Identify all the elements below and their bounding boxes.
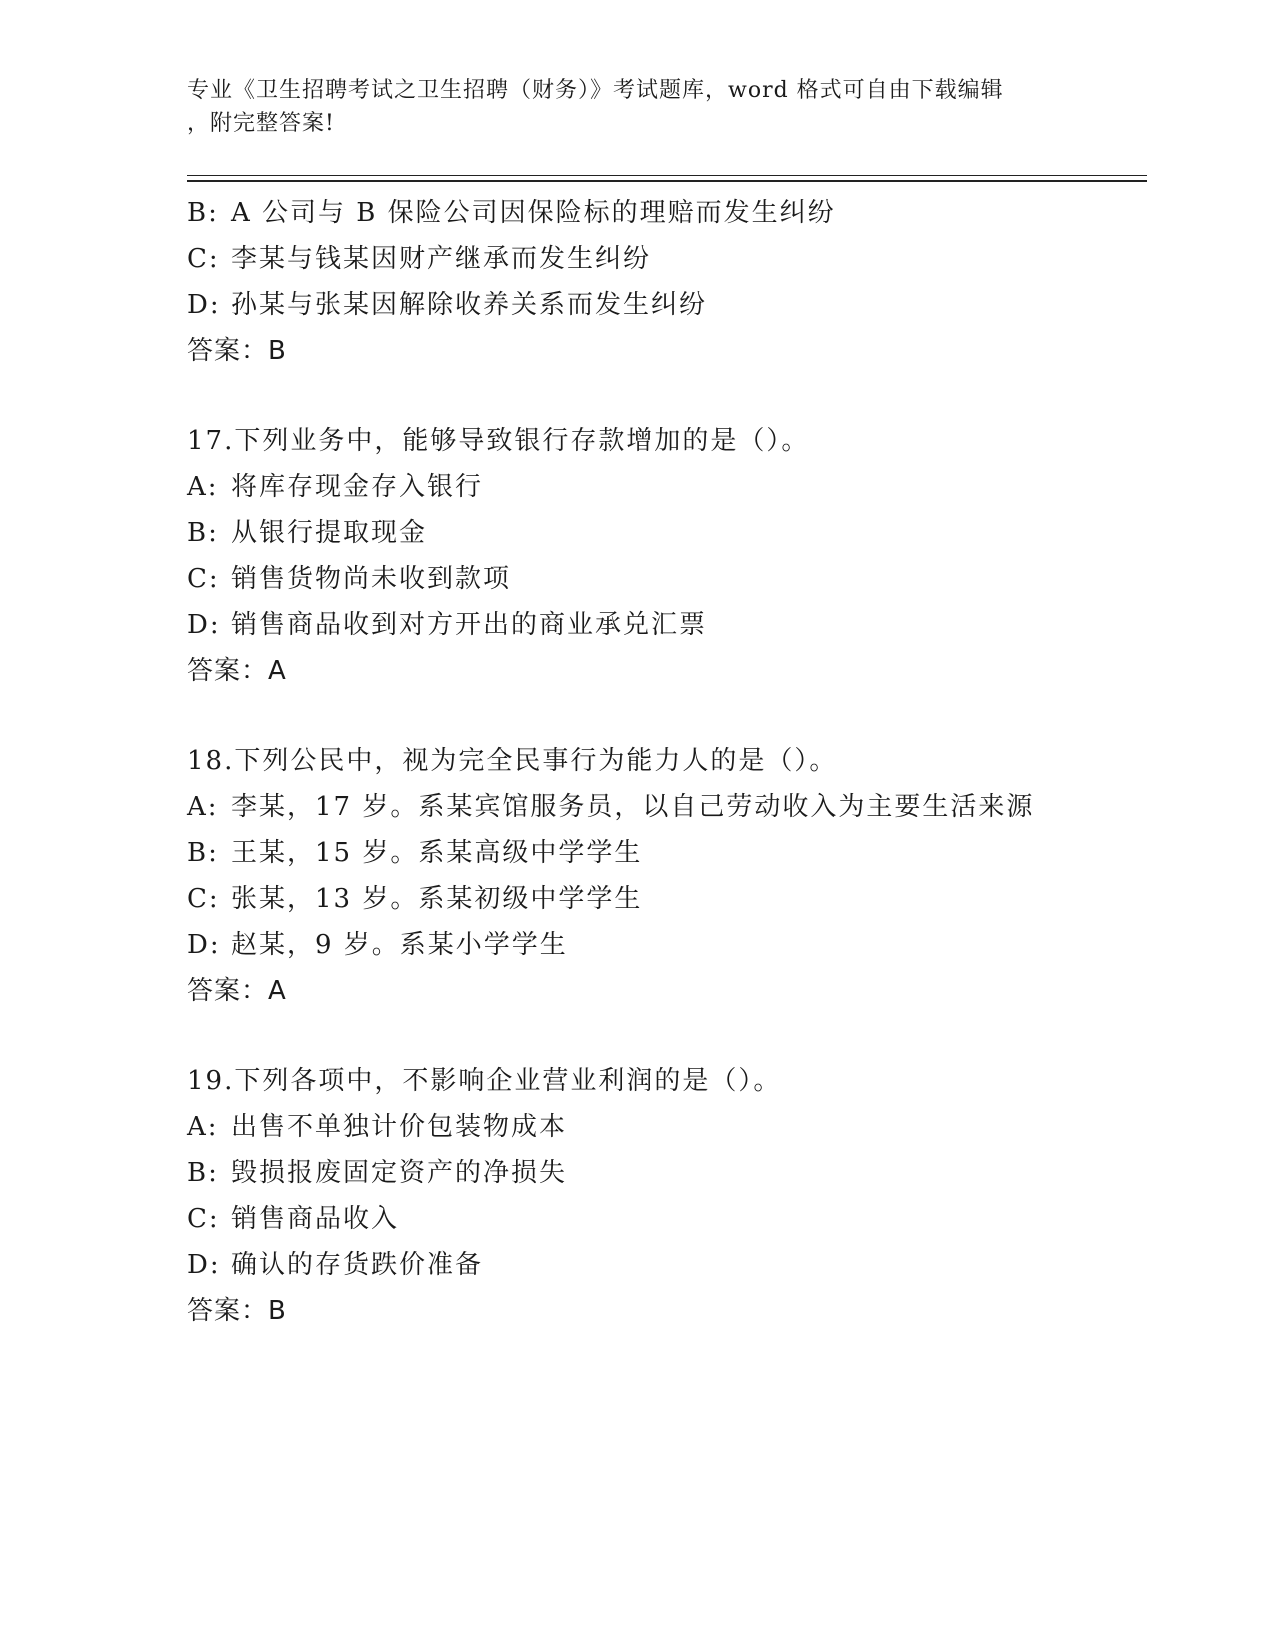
option-key: B: — [187, 198, 219, 228]
option-key: D: — [187, 1250, 221, 1280]
option-text: 张某，13 岁。系某初级中学学生 — [231, 884, 643, 914]
continued-question-block — [187, 190, 1147, 374]
option-key: A: — [187, 1112, 219, 1142]
option-key: B: — [187, 518, 219, 548]
option-text: 赵某，9 岁。系某小学学生 — [231, 930, 568, 960]
question-19 — [187, 1058, 1147, 1334]
document-header — [187, 74, 1087, 140]
question-stem: 19.下列各项中，不影响企业营业利润的是（）。 — [187, 1066, 782, 1096]
option-a — [187, 784, 1147, 830]
answer-line: 答案：B — [187, 1296, 287, 1326]
option-d — [187, 282, 1147, 328]
question-stem: 17.下列业务中，能够导致银行存款增加的是（）。 — [187, 426, 810, 456]
option-key: C: — [187, 564, 220, 594]
option-a — [187, 464, 1147, 510]
option-b — [187, 1150, 1147, 1196]
question-stem: 18.下列公民中，视为完全民事行为能力人的是（）。 — [187, 746, 838, 776]
option-key: C: — [187, 244, 220, 274]
option-text: 王某，15 岁。系某高级中学学生 — [231, 838, 643, 868]
option-text: 销售商品收入 — [231, 1204, 400, 1234]
option-text: A 公司与 B 保险公司因保险标的理赔而发生纠纷 — [231, 198, 836, 228]
option-c — [187, 1196, 1147, 1242]
question-18 — [187, 738, 1147, 1014]
answer-line: 答案：A — [187, 656, 287, 686]
header-title-line-1: 专业《卫生招聘考试之卫生招聘（财务）》考试题库，word 格式可自由下载编辑 — [187, 78, 1004, 103]
header-divider-thin — [187, 175, 1147, 176]
option-text: 确认的存货跌价准备 — [231, 1250, 484, 1280]
option-b — [187, 510, 1147, 556]
option-text: 销售货物尚未收到款项 — [231, 564, 512, 594]
option-text: 将库存现金存入银行 — [231, 472, 484, 502]
option-text: 销售商品收到对方开出的商业承兑汇票 — [231, 610, 708, 640]
question-17 — [187, 418, 1147, 694]
option-c — [187, 876, 1147, 922]
option-key: D: — [187, 290, 221, 320]
header-divider-thick — [187, 180, 1147, 182]
option-b — [187, 190, 1147, 236]
option-d — [187, 1242, 1147, 1288]
option-c — [187, 236, 1147, 282]
answer-line: 答案：B — [187, 336, 287, 366]
header-title-line-2: ，附完整答案! — [187, 111, 335, 136]
option-text: 李某与钱某因财产继承而发生纠纷 — [231, 244, 652, 274]
option-b — [187, 830, 1147, 876]
option-d — [187, 922, 1147, 968]
option-key: B: — [187, 838, 219, 868]
option-key: D: — [187, 930, 221, 960]
option-a — [187, 1104, 1147, 1150]
option-key: A: — [187, 792, 219, 822]
option-key: C: — [187, 1204, 220, 1234]
question-list — [187, 190, 1147, 1334]
answer-line: 答案：A — [187, 976, 287, 1006]
option-text: 孙某与张某因解除收养关系而发生纠纷 — [231, 290, 708, 320]
option-key: B: — [187, 1158, 219, 1188]
option-text: 出售不单独计价包装物成本 — [231, 1112, 568, 1142]
option-text: 毁损报废固定资产的净损失 — [231, 1158, 568, 1188]
option-d — [187, 602, 1147, 648]
option-c — [187, 556, 1147, 602]
option-key: A: — [187, 472, 219, 502]
option-key: C: — [187, 884, 220, 914]
option-text: 李某，17 岁。系某宾馆服务员，以自己劳动收入为主要生活来源 — [231, 792, 1035, 822]
option-text: 从银行提取现金 — [231, 518, 428, 548]
option-key: D: — [187, 610, 221, 640]
